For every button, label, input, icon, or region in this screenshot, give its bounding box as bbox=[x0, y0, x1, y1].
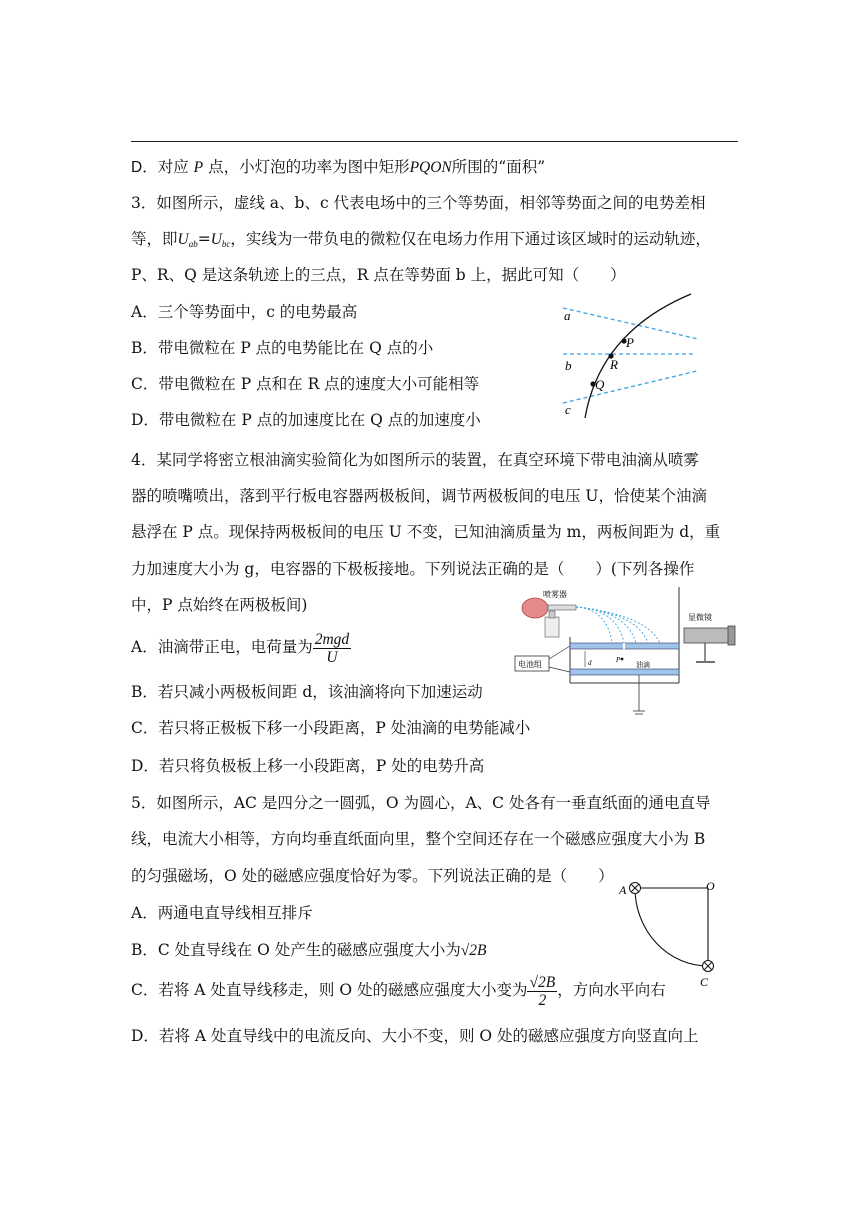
q4-stem-2: 器的喷嘴喷出，落到平行板电容器两极板间，调节两极板间的电压 U，恰使某个油滴 bbox=[131, 487, 707, 505]
q5-stem-2: 线，电流大小相等，方向均垂直纸面向里，整个空间还存在一个磁感应强度大小为 B bbox=[131, 830, 706, 848]
sprayer-nozzle bbox=[548, 605, 576, 610]
sprayer-neck bbox=[549, 611, 555, 618]
q3-option-d: D．带电微粒在 P 点的加速度比在 Q 点的加速度小 bbox=[131, 411, 481, 429]
q4-stem-3: 悬浮在 P 点。现保持两极板间的电压 U 不变，已知油滴质量为 m，两板间距为 d，重 bbox=[131, 523, 721, 541]
text: 等，即 bbox=[131, 230, 178, 248]
q4-option-c: C．若只将正极板下移一小段距离，P 处油滴的电势能减小 bbox=[131, 719, 531, 737]
q3-option-c: C．带电微粒在 P 点和在 R 点的速度大小可能相等 bbox=[131, 375, 480, 393]
sprayer-bulb bbox=[522, 598, 548, 618]
droplet bbox=[621, 658, 624, 661]
text: A．油滴带正电，电荷量为 bbox=[131, 638, 313, 656]
q4-stem-5: 中，P 点始终在两极板间) bbox=[131, 596, 308, 614]
droplet-label: 油滴 bbox=[636, 661, 650, 669]
millikan-apparatus-figure bbox=[512, 587, 742, 717]
q5-option-a: A．两通电直导线相互排斥 bbox=[131, 904, 313, 922]
text: B．C 处直导线在 O 处产生的磁感应强度大小为 bbox=[131, 941, 461, 959]
arc-ac bbox=[635, 888, 708, 966]
q4-option-d: D．若只将负极板上移一小段距离，P 处的电势升高 bbox=[131, 757, 485, 775]
fraction bbox=[527, 974, 557, 1009]
microscope-tube bbox=[684, 628, 732, 643]
text: ，实线为一带负电的微粒仅在电场力作用下通过该区域时的运动轨迹， bbox=[230, 230, 711, 248]
formula: √2B bbox=[460, 942, 487, 959]
sprayer-bottle bbox=[545, 617, 559, 637]
header-rule bbox=[131, 141, 738, 142]
q5-option-d: D．若将 A 处直导线中的电流反向、大小不变，则 O 处的磁感应强度方向竖直向上 bbox=[131, 1027, 699, 1045]
label-c: C bbox=[700, 975, 709, 989]
denominator: 2 bbox=[538, 991, 547, 1009]
q3-stem-2 bbox=[131, 229, 711, 254]
q3-option-b: B．带电微粒在 P 点的电势能比在 Q 点的小 bbox=[131, 339, 434, 357]
text: = bbox=[197, 230, 211, 248]
q5-stem-3: 的匀强磁场，O 处的磁感应强度恰好为零。下列说法正确的是（ ） bbox=[131, 867, 614, 885]
var: PQON bbox=[409, 159, 452, 176]
battery-label: 电池组 bbox=[518, 660, 542, 669]
numerator: √2B bbox=[529, 973, 556, 991]
d-label: d bbox=[588, 659, 592, 667]
denominator: U bbox=[326, 648, 338, 666]
text: 点，小灯泡的功率为图中矩形 bbox=[208, 158, 410, 176]
q5-option-b bbox=[131, 940, 486, 961]
equipotential-c bbox=[563, 371, 697, 403]
label-q: Q bbox=[595, 377, 605, 392]
var: P bbox=[193, 159, 204, 176]
q3-stem-1: 3．如图所示，虚线 a、b、c 代表电场中的三个等势面，相邻等势面之间的电势差相 bbox=[131, 194, 706, 212]
p-label: P bbox=[616, 656, 621, 664]
var: U bbox=[210, 231, 222, 248]
trajectory bbox=[585, 294, 691, 418]
q3-stem-3: P、R、Q 是这条轨迹上的三点，R 点在等势面 b 上，据此可知（ ） bbox=[131, 266, 626, 284]
fraction bbox=[313, 631, 351, 666]
equipotential-figure bbox=[555, 292, 705, 422]
label-p: P bbox=[626, 335, 634, 350]
wire-c bbox=[703, 961, 714, 972]
subscript: ab bbox=[188, 239, 198, 249]
label-b: b bbox=[565, 358, 572, 373]
q4-option-a bbox=[131, 630, 351, 666]
q3-option-a: A．三个等势面中，c 的电势最高 bbox=[131, 303, 358, 321]
text: 所围的“面积” bbox=[451, 158, 546, 176]
quarter-arc-figure bbox=[614, 876, 724, 991]
q2-option-d bbox=[131, 157, 545, 178]
text: ，方向水平向右 bbox=[557, 981, 666, 999]
text: 对应 bbox=[157, 158, 189, 176]
label-a: a bbox=[564, 308, 571, 323]
option-label: D． bbox=[131, 159, 158, 176]
q4-stem-4: 力加速度大小为 g，电容器的下极板接地。下列说法正确的是（ ）(下列各操作 bbox=[131, 560, 695, 578]
label-o: O bbox=[706, 879, 715, 893]
label-r: R bbox=[610, 357, 618, 372]
text: C．若将 A 处直导线移走，则 O 处的磁感应强度大小变为 bbox=[131, 981, 528, 999]
sprayer-label: 喷雾器 bbox=[543, 590, 567, 599]
label-a: A bbox=[619, 883, 627, 897]
var: U bbox=[177, 231, 189, 248]
q4-stem-1: 4．某同学将密立根油滴实验简化为如图所示的装置，在真空环境下带电油滴从喷雾 bbox=[131, 451, 699, 469]
wire-a bbox=[630, 883, 641, 894]
label-c: c bbox=[565, 402, 571, 417]
subscript: bc bbox=[221, 239, 231, 249]
q4-option-b: B．若只减小两极板间距 d，该油滴将向下加速运动 bbox=[131, 683, 483, 701]
q5-option-c bbox=[131, 973, 666, 1009]
lower-plate bbox=[570, 669, 679, 675]
numerator: 2mgd bbox=[314, 630, 350, 648]
q5-stem-1: 5．如图所示，AC 是四分之一圆弧，O 为圆心，A、C 处各有一垂直纸面的通电直导 bbox=[131, 794, 711, 812]
microscope-label: 显微镜 bbox=[688, 613, 712, 622]
